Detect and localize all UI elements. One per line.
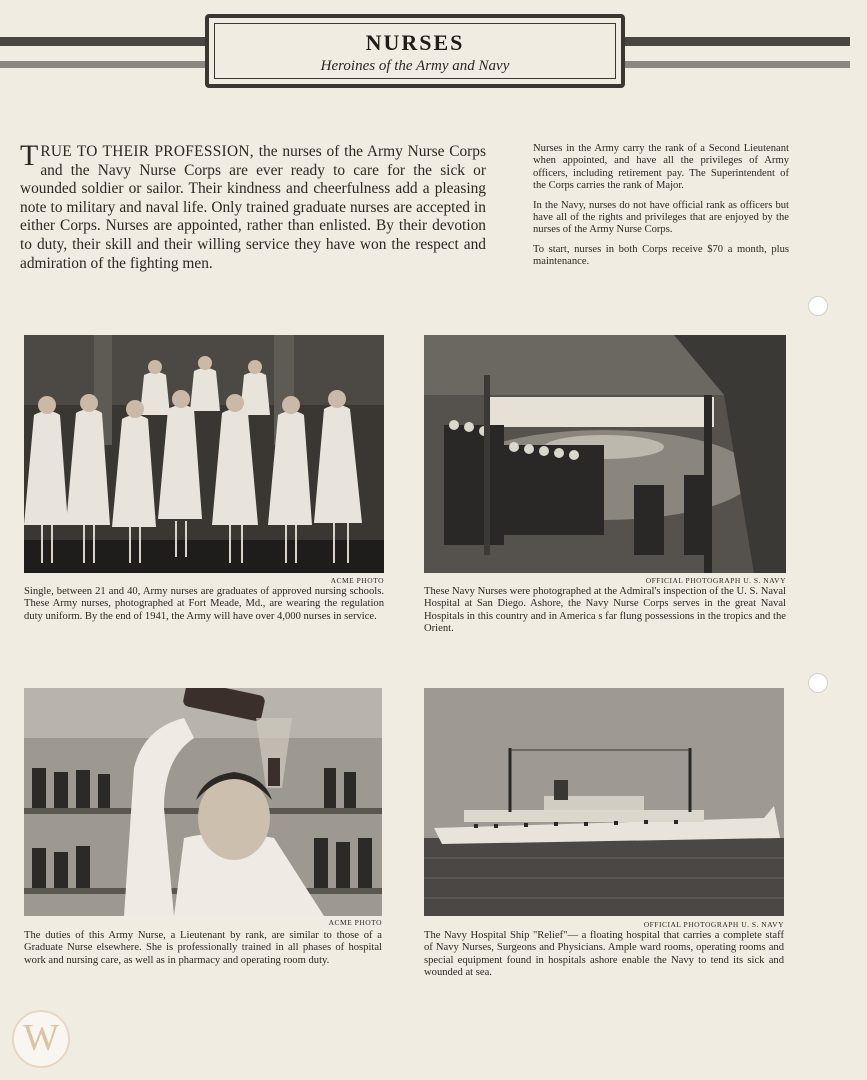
photo-army-nurse-pharmacy [24, 688, 382, 916]
photo-navy-inspection [424, 335, 786, 573]
photo-hospital-ship-relief [424, 688, 784, 916]
photo-caption-3: The duties of this Army Nurse, a Lieutenant by rank, are similar to those of a Graduate Nurse elsewhere. She is professionally trained in all phases of hospital work and nursing care, as well as in pharmacy and operating room duty. [24, 930, 382, 966]
sidebar-paragraph-pay: To start, nurses in both Corps receive $70 a month, plus maintenance. [533, 243, 789, 268]
intro-paragraph [20, 139, 486, 273]
photo-credit-2: OFFICIAL PHOTOGRAPH U. S. NAVY [645, 576, 786, 585]
photo-army-nurses-saluting [24, 335, 384, 573]
photo-caption-1: Single, between 21 and 40, Army nurses are graduates of approved nursing schools. These Army nurses, photographed at Fort Meade, Md., are wearing the regulation duty uniform. By the end of 1941, the Army will have over 4,000 nurses in service. [24, 586, 384, 622]
intro-body: the nurses of the Army Nurse Corps and the Navy Nurse Corps are ever ready to care for the sick or wounded soldier or sailor. Their kindness and cheerfulness add a pleasing note to military and naval life. Only trained graduate nurses are accepted in either Corps. Nurses are appointed, rather than enlisted. By their devotion to duty, their skill and their willing service they have won the respect and admiration of the fighting men. [20, 143, 486, 272]
title-box [205, 14, 625, 88]
punch-hole-bottom [808, 673, 828, 693]
page-subtitle: Heroines of the Army and Navy [320, 58, 510, 74]
intro-dropcap: T [20, 139, 39, 172]
photo-credit-4: OFFICIAL PHOTOGRAPH U. S. NAVY [643, 920, 784, 929]
photo-credit-1: ACME PHOTO [330, 576, 384, 585]
page-title: NURSES [365, 30, 465, 55]
photo-credit-3: ACME PHOTO [328, 918, 382, 927]
sidebar-paragraph-navy: In the Navy, nurses do not have official rank as officers but have all of the rights and privileges that are enjoyed by the nurses of the Army Nurse Corps. [533, 199, 789, 236]
watermark-logo: W [12, 1010, 70, 1068]
punch-hole-top [808, 296, 828, 316]
sidebar-paragraph-army: Nurses in the Army carry the rank of a Second Lieutenant when appointed, and have all the privileges of Army officers, including retirement pay. The Superintendent of the Corps carries the rank of Major. [533, 143, 789, 192]
sidebar-text [533, 143, 789, 276]
photo-caption-2: These Navy Nurses were photographed at the Admiral's inspection of the U. S. Naval Hospital at San Diego. Ashore, the Navy Nurse Corps serves in the great Naval Hospitals in this country and in America s far flung possessions in the tropics and the Orient. [424, 586, 786, 634]
intro-lead: RUE TO THEIR PROFESSION, [40, 143, 254, 160]
photo-caption-4: The Navy Hospital Ship "Relief"— a floating hospital that carries a complete staff of Navy Nurses, Surgeons and Physicians. Ample ward rooms, operating rooms and special equipment found in hospitals ashore enable the Navy to tend its sick and wounded at sea. [424, 930, 784, 978]
